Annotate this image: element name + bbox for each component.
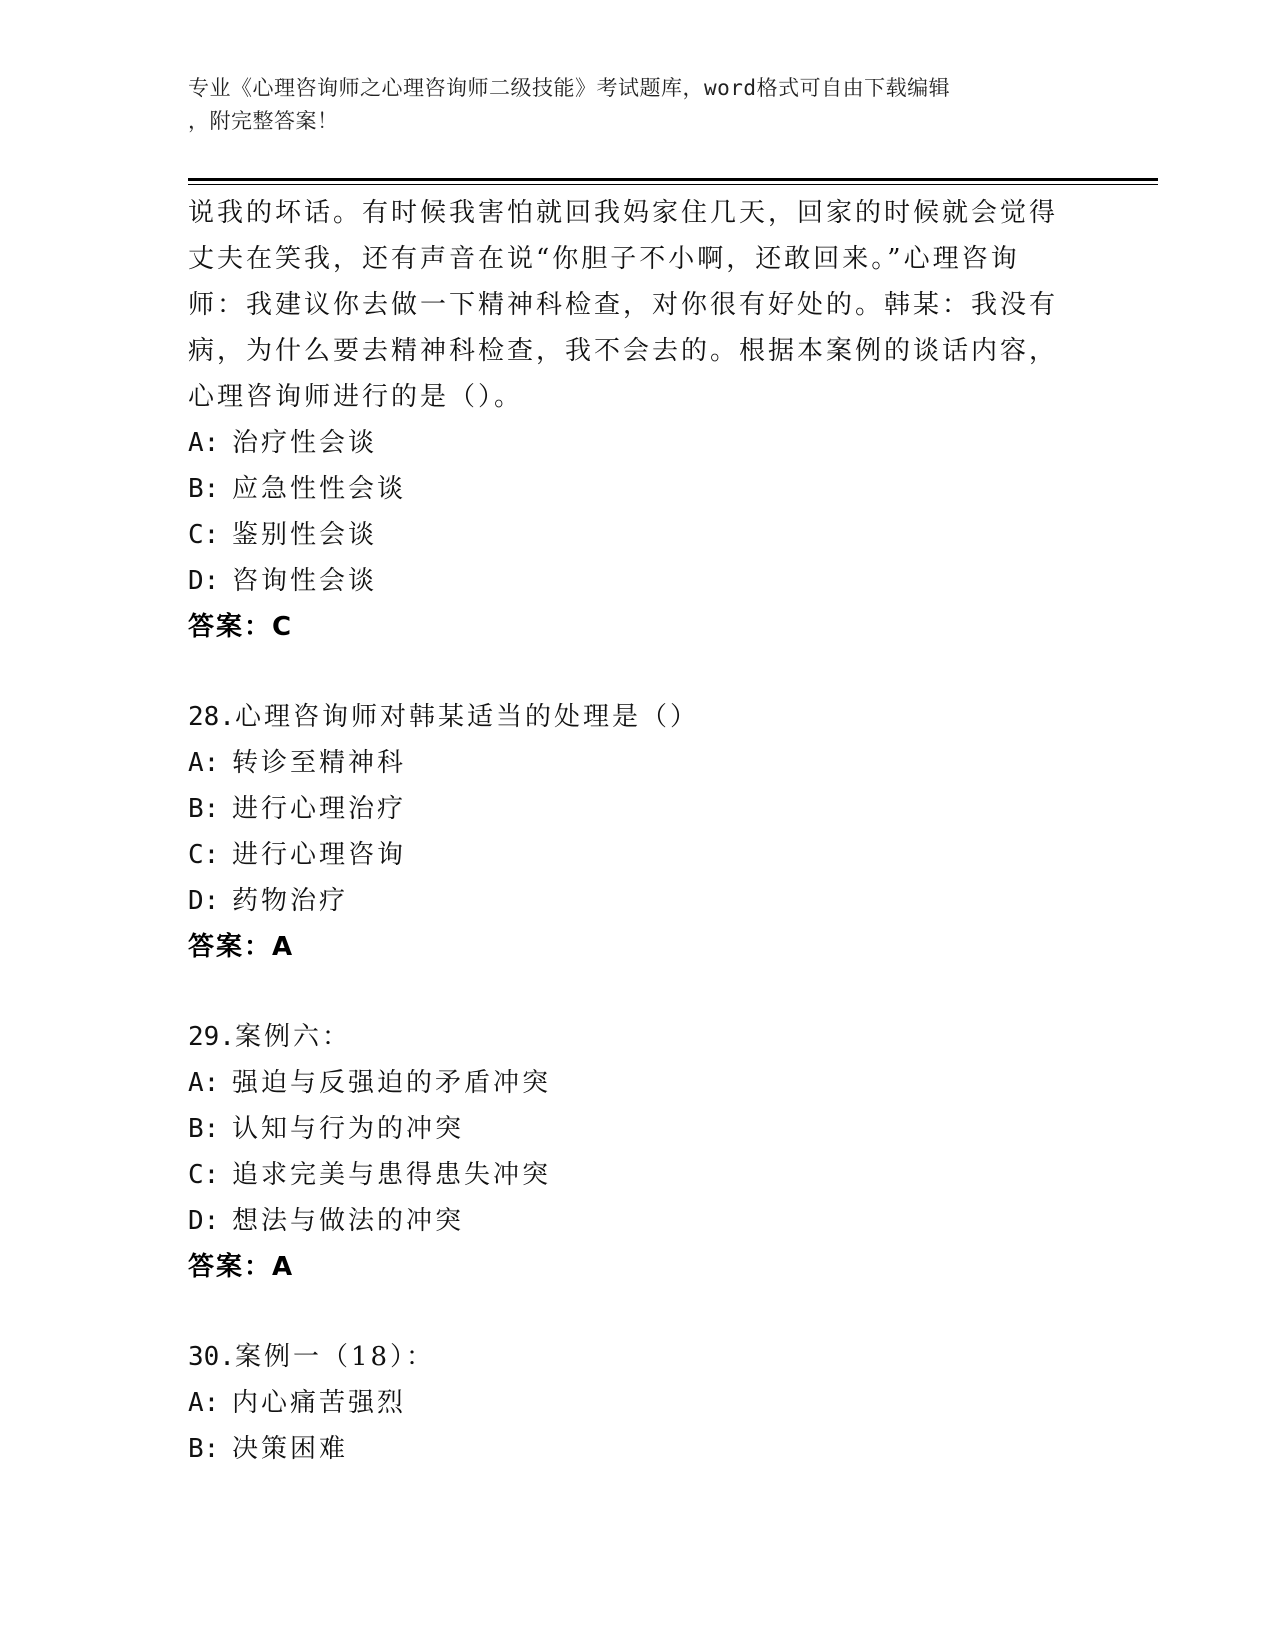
option-key: C:	[188, 1160, 220, 1190]
option-key: C:	[188, 840, 220, 870]
question-29	[188, 1014, 1068, 1290]
option-key: C:	[188, 520, 220, 550]
question-stem: 案例一（18）：	[234, 1342, 436, 1372]
option-text: 治疗性会谈	[232, 428, 378, 458]
option-text: 想法与做法的冲突	[232, 1206, 465, 1236]
option-key: B:	[188, 1434, 220, 1464]
option-key: A:	[188, 1068, 220, 1098]
option-text: 鉴别性会谈	[232, 520, 378, 550]
option-a	[188, 420, 1068, 466]
option-key: B:	[188, 474, 220, 504]
option-text: 应急性性会谈	[232, 474, 407, 504]
question-number: 30.	[188, 1342, 235, 1372]
question-title	[188, 1334, 1068, 1380]
option-key: A:	[188, 1388, 220, 1418]
option-key: B:	[188, 1114, 220, 1144]
option-b	[188, 1426, 1068, 1472]
option-text: 进行心理咨询	[232, 840, 407, 870]
option-c	[188, 832, 1068, 878]
header-divider-thick	[188, 178, 1158, 181]
option-d	[188, 558, 1068, 604]
option-c	[188, 512, 1068, 558]
option-key: D:	[188, 1206, 220, 1236]
option-key: D:	[188, 886, 220, 916]
question-continued	[188, 190, 1068, 650]
option-text: 强迫与反强迫的矛盾冲突	[232, 1068, 552, 1098]
option-d	[188, 878, 1068, 924]
question-title	[188, 694, 1068, 740]
option-a	[188, 1380, 1068, 1426]
option-key: D:	[188, 566, 220, 596]
option-b	[188, 786, 1068, 832]
question-body	[188, 190, 1068, 1472]
question-stem-continued: 说我的坏话。有时候我害怕就回我妈家住几天，回家的时候就会觉得丈夫在笑我，还有声音在说“你胆子不小啊，还敢回来。”心理咨询师：我建议你去做一下精神科检查，对你很有好处的。韩某：我没有病，为什么要去精神科检查，我不会去的。根据本案例的谈话内容，心理咨询师进行的是（）。	[188, 198, 1059, 412]
document-header	[188, 72, 1068, 138]
header-title-line-1: 专业《心理咨询师之心理咨询师二级技能》考试题库，word格式可自由下载编辑	[188, 76, 951, 100]
option-d	[188, 1198, 1068, 1244]
option-text: 内心痛苦强烈	[232, 1388, 407, 1418]
option-text: 咨询性会谈	[232, 566, 378, 596]
question-stem: 案例六：	[234, 1022, 351, 1052]
option-text: 转诊至精神科	[232, 748, 407, 778]
option-b	[188, 1106, 1068, 1152]
option-c	[188, 1152, 1068, 1198]
answer-line: 答案：A	[188, 1252, 295, 1282]
question-28	[188, 694, 1068, 970]
header-title-line-2: ，附完整答案！	[188, 109, 339, 133]
option-text: 认知与行为的冲突	[232, 1114, 465, 1144]
option-key: B:	[188, 794, 220, 824]
question-30	[188, 1334, 1068, 1472]
option-b	[188, 466, 1068, 512]
answer-line: 答案：C	[188, 612, 294, 642]
question-title	[188, 1014, 1068, 1060]
option-text: 进行心理治疗	[232, 794, 407, 824]
option-a	[188, 740, 1068, 786]
question-stem: 心理咨询师对韩某适当的处理是（）	[234, 702, 699, 732]
option-key: A:	[188, 748, 220, 778]
option-text: 决策困难	[232, 1434, 349, 1464]
option-a	[188, 1060, 1068, 1106]
question-number: 28.	[188, 702, 235, 732]
spacer	[188, 970, 1068, 1014]
option-text: 药物治疗	[232, 886, 349, 916]
question-number: 29.	[188, 1022, 235, 1052]
header-divider-thin	[188, 184, 1158, 185]
spacer	[188, 1290, 1068, 1334]
option-key: A:	[188, 428, 220, 458]
option-text: 追求完美与患得患失冲突	[232, 1160, 552, 1190]
answer-line: 答案：A	[188, 932, 295, 962]
spacer	[188, 650, 1068, 694]
